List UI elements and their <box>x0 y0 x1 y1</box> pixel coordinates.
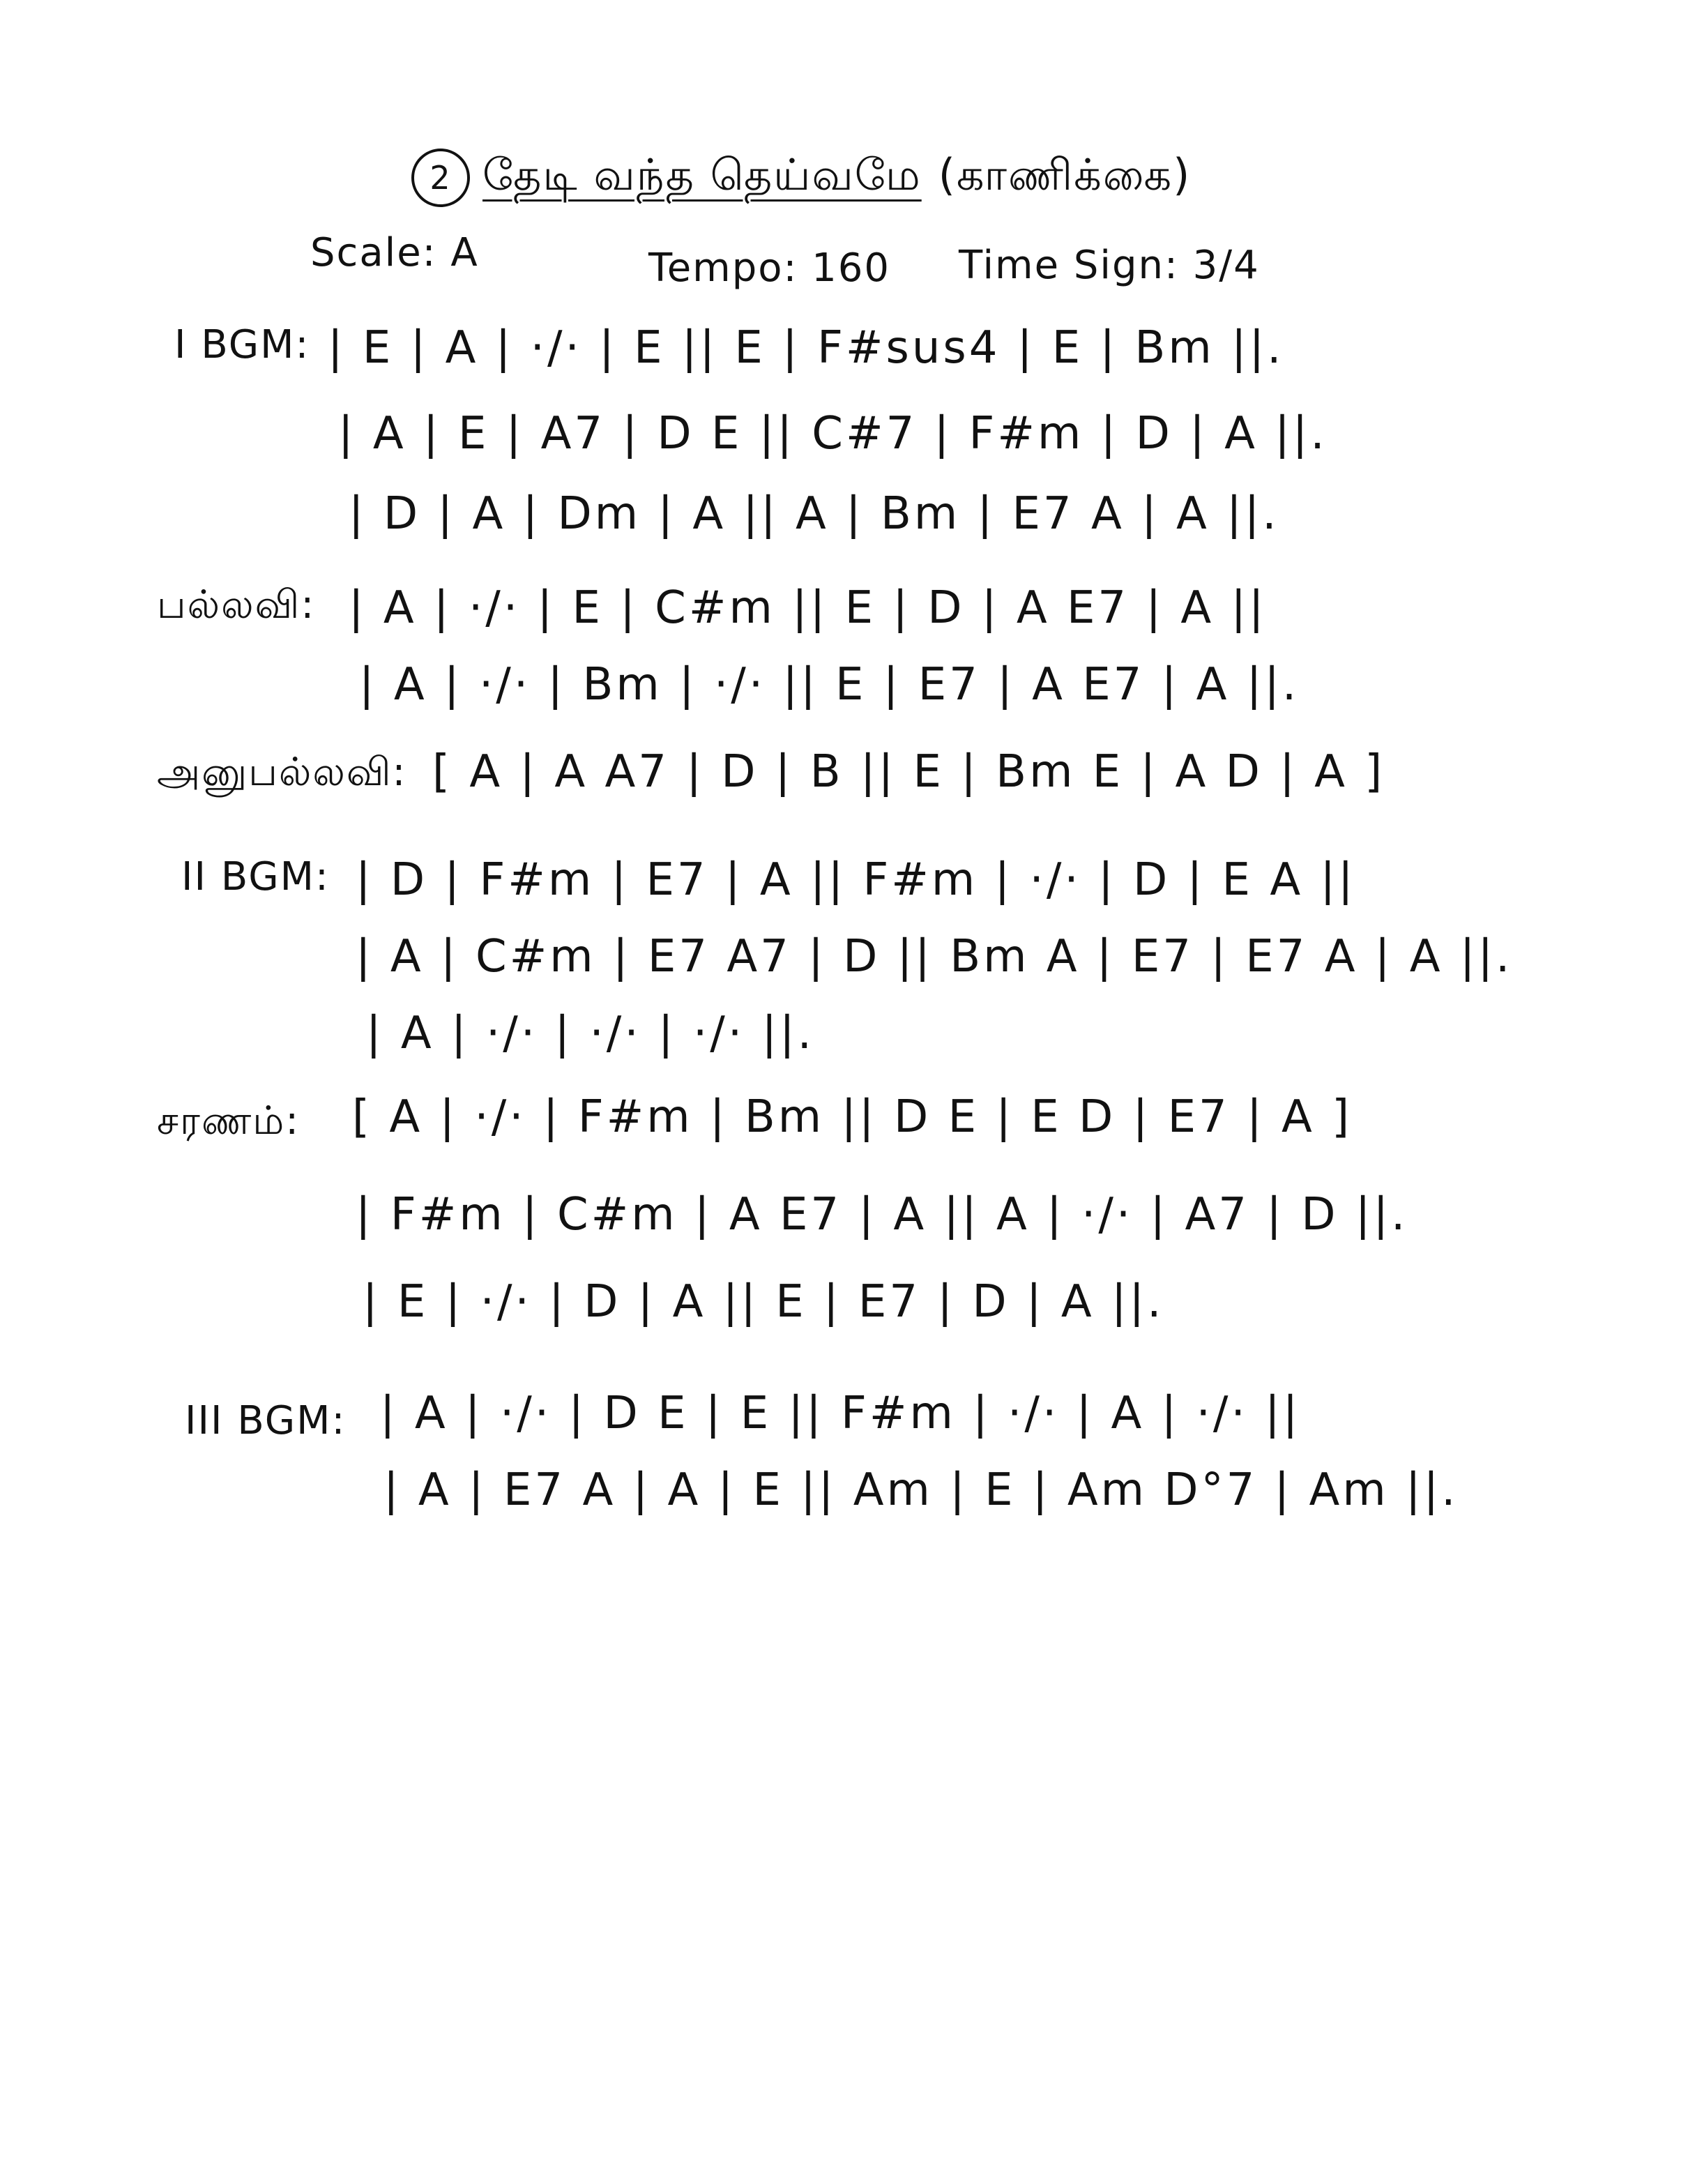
chord-line: | A | E | A7 | D E || C#7 | F#m | D | A ||. <box>338 408 1328 460</box>
raga-name: (காணிக்கை) <box>938 149 1192 200</box>
song-number: 2 <box>411 149 470 207</box>
chord-line: | E | A | ·/· | E || E | F#sus4 | E | Bm ||. <box>328 322 1284 374</box>
section-label: சரணம்: <box>157 1098 301 1144</box>
chord-line: | A | ·/· | D E | E || F#m | ·/· | A | ·/· || <box>380 1388 1301 1439</box>
chord-line: | A | C#m | E7 A7 | D || Bm A | E7 | E7 A | A ||. <box>356 931 1513 983</box>
chord-line: | A | ·/· | Bm | ·/· || E | E7 | A E7 | A ||. <box>359 659 1300 711</box>
chord-line: [ A | A A7 | D | B || E | Bm E | A D | A ] <box>432 746 1385 798</box>
chord-line: | A | E7 A | A | E || Am | E | Am D°7 | Am ||. <box>383 1464 1459 1516</box>
scale-label: Scale: A <box>310 230 479 275</box>
section-label: II BGM: <box>181 854 330 900</box>
chord-line: | E | ·/· | D | A || E | E7 | D | A ||. <box>363 1276 1164 1328</box>
tempo-label: Tempo: 160 <box>648 245 891 291</box>
chord-line: | A | ·/· | ·/· | ·/· ||. <box>366 1008 814 1059</box>
section-label: அனுபல்லவி: <box>157 750 407 795</box>
chord-line: | A | ·/· | E | C#m || E | D | A E7 | A || <box>349 582 1267 634</box>
song-title-row <box>411 139 1191 216</box>
song-title: தேடி வந்த தெய்வமே <box>482 149 922 200</box>
chord-line: | F#m | C#m | A E7 | A || A | ·/· | A7 | D ||. <box>356 1189 1408 1241</box>
chord-line: | D | A | Dm | A || A | Bm | E7 A | A ||. <box>349 488 1279 540</box>
time-signature-label: Time Sign: 3/4 <box>959 243 1260 288</box>
chord-line: | D | F#m | E7 | A || F#m | ·/· | D | E A || <box>356 854 1356 906</box>
section-label: பல்லவி: <box>157 582 316 628</box>
chord-line: [ A | ·/· | F#m | Bm || D E | E D | E7 | A ] <box>352 1091 1353 1143</box>
section-label: I BGM: <box>174 322 310 367</box>
section-label: III BGM: <box>185 1398 347 1443</box>
